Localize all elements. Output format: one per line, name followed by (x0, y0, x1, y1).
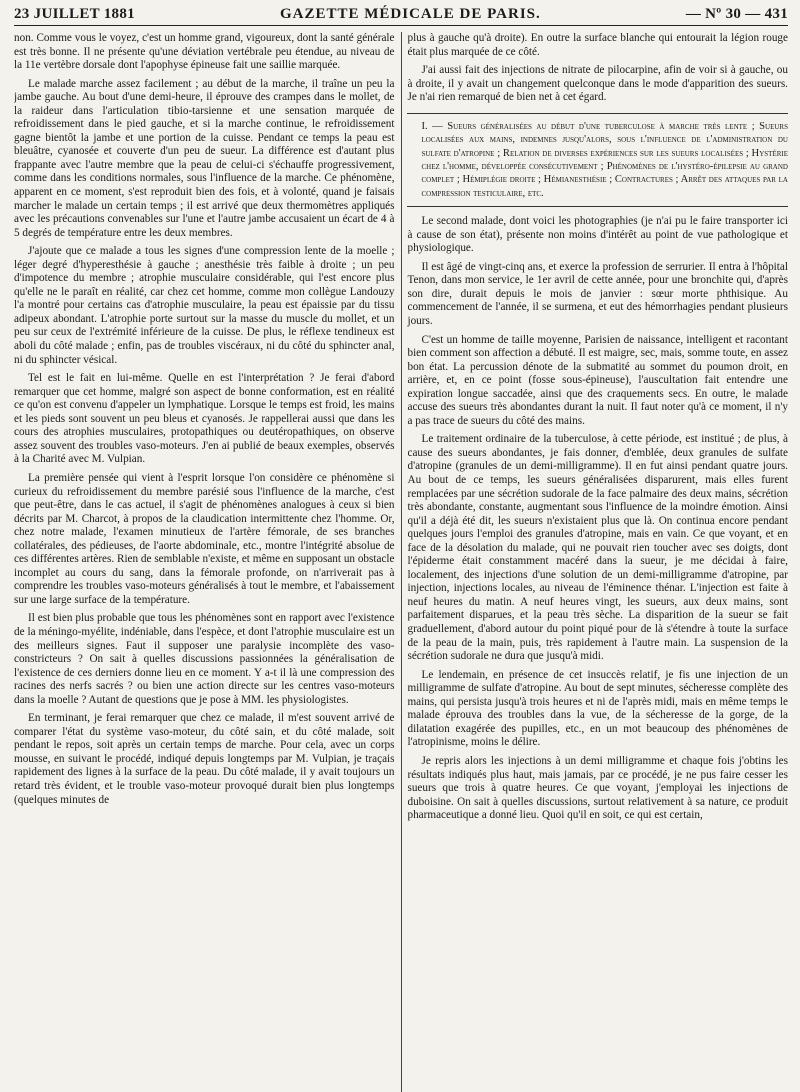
header-issue: — Nº 30 — 431 (685, 6, 788, 22)
paragraph: Il est bien plus probable que tous les phénomènes sont en rapport avec l'existence de la méningo-myélite, indéniable, dans l'espèce, et dont l'atrophie musculaire est un des meilleurs signes. Faut il supposer une paralysie incomplète des vaso-constricteurs ? On sait à quelles discussions passionnées la généralisation de l'existence de ces derniers donne lieu en ce moment. Y a-t il là une compression des racines des nerfs sacrés ? ou bien une action directe sur les centres vaso-moteurs dans la moelle ? Autant de questions que je pose à MM. les physiologistes. (14, 612, 395, 706)
paragraph: Le malade marche assez facilement ; au début de la marche, il traîne un peu la jambe gauche. Au bout d'une demi-heure, il éprouve des crampes dans le mollet, de la raideur dans l'articulation tibio-tarsienne et une sensation marquée de refroidissement dans le pied gauche, et si la marche continue, le refroidissement gagne bientôt la jambe et une portion de la cuisse. Pendant ce temps la peau est bleuâtre, cyanosée et couverte d'un peu de sueur. La différence est d'autant plus frappante avec l'autre membre que la peau de celui-ci s'échauffe progressivement, comme dans les conditions normales, sous l'influence de la marche. Ce phénomène, apparent en ce moment, s'est reproduit bien des fois, et à volonté, quand je faisais marcher le malade un certain temps ; il est arrivé que deux thermomètres appliqués avec les précautions convenables sur l'une et l'autre jambe accusaient un écart de 4 à 5 degrés de température entre les deux membres. (14, 77, 395, 239)
paragraph: Le lendemain, en présence de cet insuccès relatif, je fis une injection de un milligramme de sulfate d'atropine. Au bout de sept minutes, sécheresse complète des mains, qui persista jusqu'à trois heures et ni de l'après midi, mais en même temps le malade éprouva des troubles dans la vue, de la sécheresse de la gorge, de la dilatation exagérée des pupilles, etc., en un mot beaucoup des phénomènes de l'atropinisme, moins le délire. (407, 668, 788, 749)
paragraph: plus à gauche qu'à droite). En outre la surface blanche qui entourait la légion rouge était plus marquée de ce côté. (407, 32, 788, 58)
left-column (14, 32, 395, 1092)
header-date: 23 JUILLET 1881 (14, 6, 135, 22)
paragraph: Le second malade, dont voici les photographies (je n'ai pu le faire transporter ici à cause de son état), présente non moins d'intérêt au point de vue pathologique et physiologique. (407, 215, 788, 255)
paragraph: non. Comme vous le voyez, c'est un homme grand, vigoureux, dont la santé générale est très bonne. Il ne présente qu'une déviation vertébrale peu étendue, au niveau de la 11e vertèbre dorsale dont l'apophyse épineuse fait une saillie marquée. (14, 32, 395, 72)
paragraph: Le traitement ordinaire de la tuberculose, à cette période, est institué ; de plus, à cause des sueurs abondantes, je fais donner, d'emblée, deux granules de sulfate d'atropine (granules de un demi-milligramme). Il en fut ainsi pendant quatre jours. Au bout de ce temps, les sueurs généralisées disparurent, mais elles furent remplacées par une sécrétion sudorale de la face palmaire des deux mains, sécrétion très abondante, constante, augmentant sous l'influence de la moindre émotion. Ainsi qu'il a déjà été dit, les sueurs n'existaient plus que là. On continua encore pendant quelques jours l'emploi des granules d'atropine, mais en vain. Ce que voyant, et en face de la désolation du malade, qui ne pouvait rien toucher avec ses doigts, dont l'épiderme était constamment macéré dans la sueur, je me décidai à faire, localement, des injections d'une solution de un demi-milligramme d'atropine, par injection, injections locales, au niveau de l'éminence thénar. L'injection est faite à neuf heures du matin. A neuf heures vingt, les sueurs, aux deux mains, sont parfaitement disparues, et la peau très sèche. La disparition de la sueur se fait graduellement, d'abord autour du point piqué pour de là s'étendre à toute la surface de la peau de la main, puis, très rapidement à l'autre main. La suspension de la sécrétion sudorale ne dura que jusqu'à midi. (407, 433, 788, 663)
right-column (407, 32, 788, 1092)
paragraph: C'est un homme de taille moyenne, Parisien de naissance, intelligent et racontant bien comment son affection a débuté. Il est maigre, sec, mais, somme toute, en assez bon état. La percussion dénote de la submatité au sommet du poumon droit, en arrière, et, en ce point (fosse sous-épineuse), l'auscultation fait entendre une expiration longue saccadée, ainsi que des craquements secs. En outre, le malade accuse des sueurs très abondantes durant la nuit. Il faut noter qu'à ce moment, il n'y a pas trace de sueurs du côté des mains. (407, 333, 788, 427)
paragraph: En terminant, je ferai remarquer que chez ce malade, il m'est souvent arrivé de comparer l'état du système vaso-moteur, du côté sain, et du côté malade, soit pendant le repos, soit après un certain temps de marche. Pour cela, avec un corps mousse, en suivant le procédé, indiqué depuis longtemps par M. Vulpian, je traçais rapidement des lignes à la surface de la peau. Du côté malade, il y avait toujours un retard très évident, et le trouble vaso-moteur provoqué durait bien plus longtemps (quelques minutes de (14, 712, 395, 806)
paragraph: La première pensée qui vient à l'esprit lorsque l'on considère ce phénomène si curieux du refroidissement du membre parésié sous l'influence de la marche, c'est que peut-être, dans le cas actuel, il s'agit de phénomènes analogues à ceux si bien décrits par M. Charcot, à propos de la claudication intermittente chez l'homme. Or, chez notre malade, l'examen minutieux de l'artère fémorale, de ses branches collatérales, des pédieuses, de l'aorte abdominale, etc., montre l'intégrité absolue de ces différentes artères. Rien de semblable n'existe, et même en supposant un obstacle incomplet au cours du sang, dans la fémorale profonde, on n'arriverait pas à comprendre les troubles vaso-moteurs généralisés à tout le membre, et l'abaissement sur une large surface de la température. (14, 471, 395, 606)
section-summary: I. — Sueurs généralisées au début d'une tuberculose à marche très lente ; Sueurs localisées aux mains, indemnes jusqu'alors, sous l'influence de l'administration du sulfate d'atropine ; Relation de diverses expériences sur les sueurs localisées ; Hystérie chez l'homme, développée consécutivement ; Phénomènes de l'hystéro-épilepsie au grand complet ; Hémiplégie droite ; Hémianesthésie ; Contractures ; Arrêt des attaques par la compression testiculaire, etc. (421, 120, 788, 199)
paragraph: J'ajoute que ce malade a tous les signes d'une compression lente de la moelle ; léger degré d'hyperesthésie à gauche ; anesthésie très faible à droite ; un peu d'impotence du membre ; atrophie musculaire considérable, qui l'est encore plus qu'elle ne le paraît en réalité, car chez cet homme, comme mon collègue Landouzy l'a montré pour certains cas d'atrophie musculaire, la peau est épaissie par du tissu adipeux abondant. L'atrophie porte surtout sur la masse du muscle du mollet, et un peu sur ceux de l'extrémité inférieure de la cuisse. De plus, le réflexe tendineux est aboli du côté malade ; enfin, pas de troubles viscéraux, ni du côté du sphincter anal, ni du sphincter vésical. (14, 245, 395, 366)
paragraph: J'ai aussi fait des injections de nitrate de pilocarpine, afin de voir si à gauche, ou à droite, il y avait un changement quelconque dans le mode d'apparition des sueurs. Je n'ai rien remarqué de bien net à cet égard. (407, 64, 788, 104)
section-summary-block (407, 113, 788, 207)
paragraph: Je repris alors les injections à un demi milligramme et chaque fois j'obtins les résultats indiqués plus haut, mais jamais, par ce procédé, je ne pus faire cesser les sueurs que trois à quatre heures. Ce que voyant, j'employai les injections de duboisine. On sait à quelles discussions, surtout relativement à sa nature, ce produit pharmaceutique a donné lieu. Quoi qu'il en soit, ce qui est certain, (407, 754, 788, 822)
column-divider (401, 32, 402, 1092)
page-header (14, 6, 788, 26)
divider (407, 206, 788, 207)
header-title: GAZETTE MÉDICALE DE PARIS. (279, 6, 541, 22)
columns (14, 32, 788, 1092)
paragraph: Tel est le fait en lui-même. Quelle en est l'interprétation ? Je ferai d'abord remarquer que cet homme, malgré son aspect de bonne conformation, est en réalité ce qu'on est convenu d'appeler un lymphatique. Lorsque le temps est froid, les mains et les pieds sont souvent un peu bleus et cyanosés. Je rappellerai aussi que dans les cours des atrophies musculaires, protopathiques ou deutéropathiques, on observe assez souvent des troubles vaso-moteurs. J'en ai publié de beaux exemples, observés à la Charité avec M. Vulpian. (14, 372, 395, 466)
divider (407, 113, 788, 114)
paragraph: Il est âgé de vingt-cinq ans, et exerce la profession de serrurier. Il entra à l'hôpital Tenon, dans mon service, le 1er avril de cette année, pour une bronchite qui, d'après son dire, durait depuis le mois de janvier : sœur morte phthisique. Au commencement de l'année, il se surmena, et eut des hémorrhagies pendant plusieurs jours. (407, 260, 788, 327)
